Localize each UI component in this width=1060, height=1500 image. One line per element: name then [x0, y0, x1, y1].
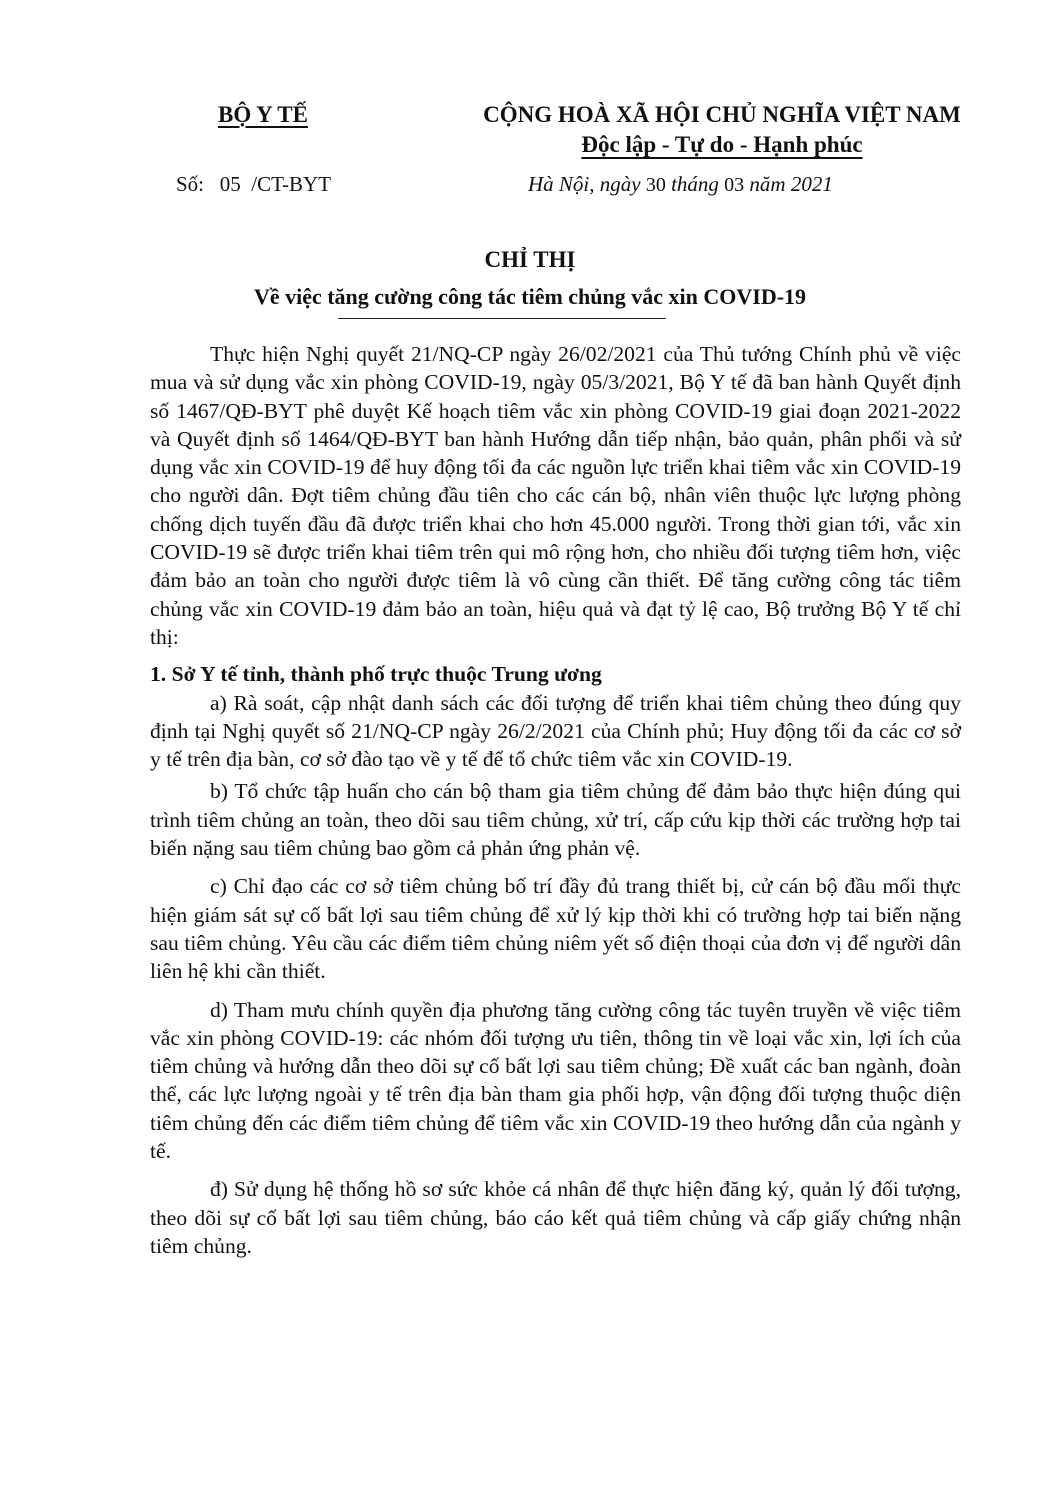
issuing-agency: BỘ Y TẾ — [218, 102, 308, 127]
section-1-heading: 1. Sở Y tế tỉnh, thành phố trực thuộc Trung ương — [150, 662, 602, 687]
date-day: 30 — [645, 174, 666, 196]
section-1-item-a: a) Rà soát, cập nhật danh sách các đối tượng để triển khai tiêm chủng theo đúng quy định tại Nghị quyết số 21/NQ-CP ngày 26/2/2021 của Chính phủ; Huy động tối đa các cơ sở y tế trên địa bàn, cơ sở đào tạo về y tế để tổ chức tiêm vắc xin COVID-19. — [150, 690, 961, 772]
date-month-label: tháng — [671, 172, 719, 196]
document-body — [150, 340, 961, 1260]
section-1-item-c: c) Chỉ đạo các cơ sở tiêm chủng bố trí đầy đủ trang thiết bị, cử cán bộ đầu mối thực hiện giám sát sự cố bất lợi sau tiêm chủng để xử lý kịp thời khi có trường hợp tai biến nặng sau tiêm chủng. Yêu cầu các điểm tiêm chủng niêm yết số điện thoại của đơn vị để người dân liên hệ khi cần thiết. — [150, 874, 961, 984]
section-1-item-dd: đ) Sử dụng hệ thống hồ sơ sức khỏe cá nhân để thực hiện đăng ký, quản lý đối tượng, theo dõi sự cố bất lợi sau tiêm chủng, báo cáo kết quả tiêm chủng và cấp giấy chứng nhận tiêm chủng. — [150, 1177, 961, 1258]
date-prefix: Hà Nội, ngày — [528, 172, 641, 196]
date-month: 03 — [724, 174, 745, 196]
national-title: CỘNG HOÀ XÃ HỘI CHỦ NGHĨA VIỆT NAM — [483, 102, 961, 127]
document-number — [176, 170, 331, 198]
document-title: CHỈ THỊ — [484, 247, 576, 272]
section-1-item-b: b) Tổ chức tập huấn cho cán bộ tham gia tiêm chủng để đảm bảo thực hiện đúng qui trình tiêm chủng an toàn, theo dõi sau tiêm chủng, xử trí, cấp cứu kịp thời các trường hợp tai biến nặng sau tiêm chủng bao gồm cả phản ứng phản vệ. — [150, 779, 961, 861]
document-date — [528, 170, 833, 199]
document-subtitle: Về việc tăng cường công tác tiêm chủng vắc xin COVID-19 — [253, 284, 807, 309]
date-year: năm 2021 — [749, 172, 833, 196]
national-motto: Độc lập - Tự do - Hạnh phúc — [581, 132, 863, 157]
header-left — [148, 100, 378, 130]
doc-number-label: Số: — [176, 172, 205, 196]
doc-code: /CT-BYT — [251, 172, 331, 196]
title-divider — [338, 318, 666, 319]
section-1-item-d: d) Tham mưu chính quyền địa phương tăng cường công tác tuyên truyền về việc tiêm vắc xin phòng COVID-19: các nhóm đối tượng ưu tiên, thông tin về loại vắc xin, lợi ích của tiêm chủng và hướng dẫn theo dõi sự cố bất lợi sau tiêm chủng; Đề xuất các ban ngành, đoàn thể, các lực lượng ngoài y tế trên địa bàn tham gia phối hợp, vận động đối tượng thuộc diện tiêm chủng đến các điểm tiêm chủng để tiêm vắc xin COVID-19 theo hướng dẫn của ngành y tế. — [150, 997, 961, 1164]
doc-number-value: 05 — [219, 172, 241, 196]
header-right — [438, 100, 1006, 160]
intro-paragraph: Thực hiện Nghị quyết 21/NQ-CP ngày 26/02/2021 của Thủ tướng Chính phủ về việc mua và sử dụng vắc xin phòng COVID-19, ngày 05/3/2021, Bộ Y tế đã ban hành Quyết định số 1467/QĐ-BYT phê duyệt Kế hoạch tiêm vắc xin phòng COVID-19 giai đoạn 2021-2022 và Quyết định số 1464/QĐ-BYT ban hành Hướng dẫn tiếp nhận, bảo quản, phân phối và sử dụng vắc xin COVID-19 để huy động tối đa các nguồn lực triển khai tiêm vắc xin COVID-19 cho người dân. Đợt tiêm chủng đầu tiên cho các cán bộ, nhân viên thuộc lực lượng phòng chống dịch tuyến đầu đã được triển khai cho hơn 45.000 người. Trong thời gian tới, vắc xin COVID-19 sẽ được triển khai tiêm trên qui mô rộng hơn, cho nhiều đối tượng tiêm hơn, việc đảm bảo an toàn cho người được tiêm là vô cùng cần thiết. Để tăng cường công tác tiêm chủng vắc xin COVID-19 đảm bảo an toàn, hiệu quả và đạt tỷ lệ cao, Bộ trưởng Bộ Y tế chỉ thị: — [150, 342, 961, 649]
